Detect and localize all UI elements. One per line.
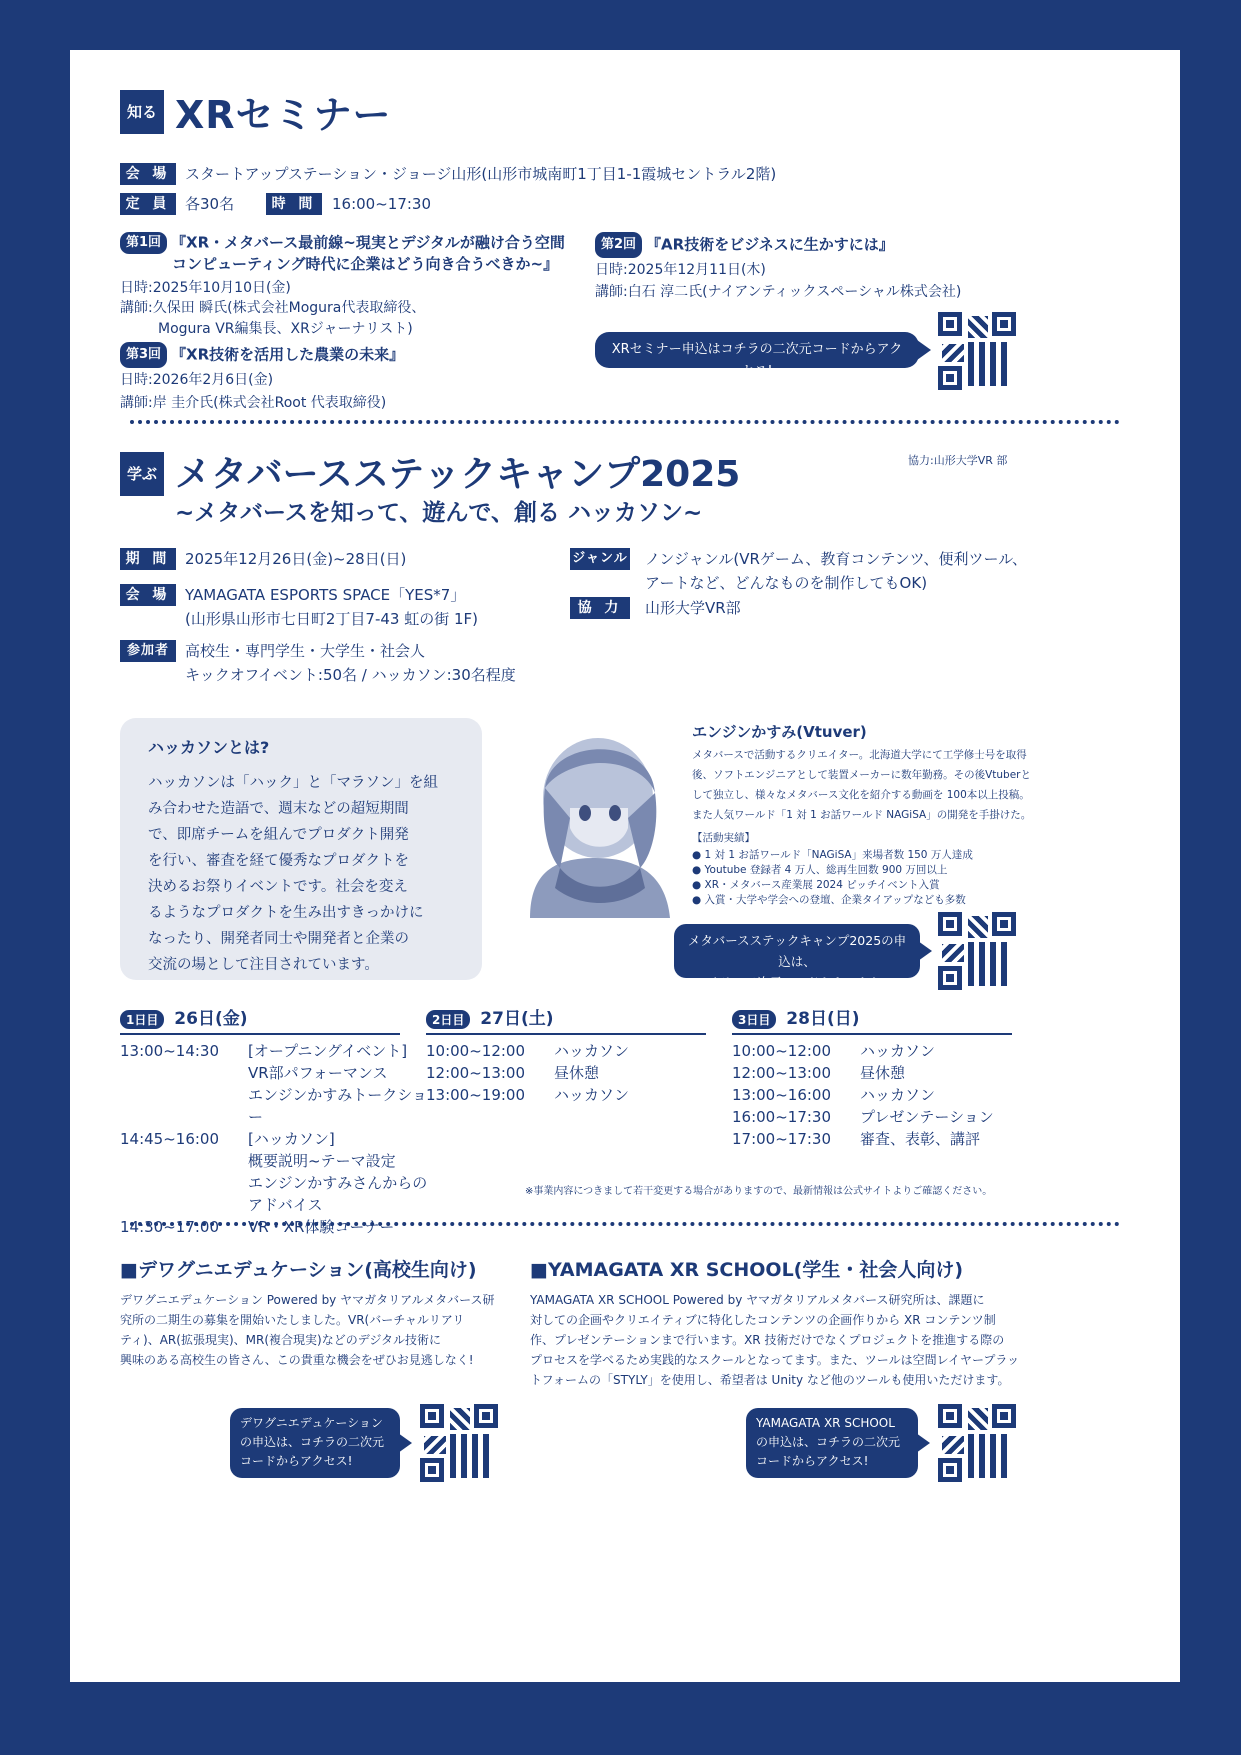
hackathon-box [120, 718, 482, 980]
schedule-time: 10:00~12:00 [426, 1042, 526, 1060]
hackathon-heading: ハッカソンとは? [148, 738, 270, 757]
hackathon-line: で、即席チームを組んでプロダクト開発 [148, 827, 409, 843]
seminar-time: 16:00~17:30 [332, 195, 432, 213]
seminar-2-speaker: 講師:白石 淳二氏(ナイアンティックスペーシャル株式会社) [595, 284, 962, 300]
seminar-apply-callout: XRセミナー申込はコチラの二次元コードからアクセス! [595, 332, 919, 368]
schedule-time: 16:00~17:30 [732, 1108, 832, 1126]
school1-title: ■デワグニエデュケーション(高校生向け) [120, 1259, 477, 1281]
hackathon-line: 決めるお祭りイベントです。社会を変え [148, 879, 408, 895]
hackathon-line: 交流の場として注目されています。 [148, 957, 379, 973]
schedule-event: 審査、表彰、講評 [860, 1130, 981, 1148]
day2-heading: 2日目 27日(土) [426, 1004, 706, 1035]
vtuber-bio [692, 745, 1031, 825]
school1-line: 究所の二期生の募集を開始いたしました。VR(バーチャルリアリ [120, 1313, 465, 1327]
school2-line: YAMAGATA XR SCHOOL Powered by ヤマガタリアルメタバース研究所は、課題に [530, 1293, 985, 1307]
schedule-time [120, 1150, 248, 1172]
vtuber-bio-line: して独立し、様々なメタバース文化を紹介する動画を 100本以上投稿。 [692, 789, 1030, 801]
school2-line: プロセスを学べるため実践的なスクールとなってます。また、ツールは空間レイヤープラッ [530, 1353, 1020, 1367]
camp-participants: 高校生・専門学生・大学生・社会人 キックオフイベント:50名 / ハッカソン:30名程度 [185, 642, 516, 684]
seminar-3-badge: 第3回 [120, 342, 167, 368]
vtuber-achievement: ● Youtube 登録者 4 万人、総再生回数 900 万回以上 [692, 864, 948, 876]
schedule-event: [オープニングイベント] [248, 1042, 408, 1060]
schedule-event: VR部パフォーマンス [248, 1064, 388, 1082]
camp-cooperation-note: 協力:山形大学VR 部 [908, 454, 1008, 467]
seminar-3-speaker: 講師:岸 圭介氏(株式会社Root 代表取締役) [120, 395, 387, 411]
schedule-row [120, 1172, 430, 1194]
hackathon-line: るようなプロダクトを生み出すきっかけに [148, 905, 424, 921]
schedule-event: 概要説明~テーマ設定 [248, 1152, 396, 1170]
seminar-3-date: 日時:2026年2月6日(金) [120, 372, 274, 388]
vtuber-bio-line: 後、ソフトエンジニアとして装置メーカーに数年勤務。その後Vtuberと [692, 769, 1032, 781]
day1-heading: 1日目 26日(金) [120, 1004, 400, 1035]
schedule-row [120, 1084, 430, 1128]
school2-line: 対しての企画やクリエイティブに特化したコンテンツの企画作りから XR コンテンツ制 [530, 1313, 996, 1327]
divider-1 [130, 420, 1120, 424]
day1-schedule [120, 1040, 430, 1238]
seminar-1-speaker: 講師:久保田 瞬氏(株式会社Mogura代表取締役、 Mogura VR編集長、XRジャーナリスト) [120, 300, 426, 337]
genre-label: ジャンル [570, 548, 630, 570]
school1-line: デワグニエデュケーション Powered by ヤマガタリアルメタバース研 [120, 1293, 495, 1307]
school2-line: 作、プレゼンテーションまで行います。XR 技術だけでなくプロジェクトを推進する際の [530, 1333, 1005, 1347]
day3-schedule [732, 1040, 1012, 1150]
school2-title: ■YAMAGATA XR SCHOOL(学生・社会人向け) [530, 1259, 964, 1281]
hackathon-line: を行い、審査を経て優秀なプロダクトを [148, 853, 409, 869]
vtuber-achievement: ● XR・メタバース産業展 2024 ピッチイベント入賞 [692, 879, 940, 891]
hackathon-line: なったり、開発者同士や開発者と企業の [148, 931, 409, 947]
seminar-tag: 知る [120, 90, 164, 134]
seminar-venue: スタートアップステーション・ジョージ山形(山形市城南町1丁目1-1霞城セントラル2階) [185, 165, 777, 183]
camp-apply-callout: メタバースステックキャンプ2025の申込は、 コチラの二次元コードからアクセス! [674, 924, 920, 978]
schedule-event: エンジンかすみトークショー [248, 1086, 427, 1126]
day1-badge: 1日目 [120, 1010, 164, 1029]
callout-line: YAMAGATA XR SCHOOL [756, 1416, 895, 1430]
schedule-time: 14:30~17:00 [120, 1218, 220, 1236]
schedule-time: 12:00~13:00 [732, 1064, 832, 1082]
day3-badge: 3日目 [732, 1010, 776, 1029]
schedule-row [120, 1194, 430, 1216]
schedule-row [120, 1150, 430, 1172]
school1-line: ティ)、AR(拡張現実)、MR(複合現実)などのデジタル技術に [120, 1333, 441, 1347]
callout-line: デワグニエデュケーション [240, 1416, 383, 1430]
capacity-label: 定 員 [120, 193, 176, 215]
schedule-row [732, 1106, 1012, 1128]
schedule-event: エンジンかすみさんからの [248, 1174, 428, 1192]
schedule-event: プレゼンテーション [860, 1108, 994, 1126]
schedule-time: 10:00~12:00 [732, 1042, 832, 1060]
hackathon-line: ハッカソンは「ハック」と「マラソン」を組 [148, 775, 438, 791]
schedule-row [120, 1216, 430, 1238]
cooperation-label: 協 力 [570, 597, 630, 619]
vtuber-achievement: ● 1 対 1 お話ワールド「NAGiSA」来場者数 150 万人達成 [692, 849, 973, 861]
schedule-time: 13:00~19:00 [426, 1086, 526, 1104]
callout-line: の申込は、コチラの二次元 [240, 1435, 385, 1449]
school2-qr-code[interactable] [938, 1404, 1016, 1482]
day2-badge: 2日目 [426, 1010, 470, 1029]
schedule-row [120, 1062, 430, 1084]
schedule-event: ハッカソン [860, 1086, 936, 1104]
hackathon-text [148, 770, 454, 978]
camp-genre: ノンジャンル(VRゲーム、教育コンテンツ、便利ツール、 アートなど、どんなものを制作してもOK) [645, 550, 1028, 592]
school1-line: 興味のある高校生の皆さん、この貴重な機会をぜひお見逃しなく! [120, 1353, 474, 1367]
vtuber-achievements-label: 【活動実績】 [692, 832, 755, 844]
schedule-row [426, 1062, 706, 1084]
time-label: 時 間 [266, 193, 322, 215]
camp-note: ※事業内容につきまして若干変更する場合がありますので、最新情報は公式サイトよりご確認ください。 [525, 1186, 993, 1197]
camp-period: 2025年12月26日(金)~28日(日) [185, 550, 407, 568]
schedule-row [426, 1084, 706, 1106]
camp-subtitle: ~メタバースを知って、遊んで、創る ハッカソン~ [175, 500, 703, 526]
day3-heading: 3日目 28日(日) [732, 1004, 1012, 1035]
schedule-row [732, 1084, 1012, 1106]
schedule-event: [ハッカソン] [248, 1130, 335, 1148]
seminar-capacity: 各30名 [185, 195, 235, 213]
schedule-time [120, 1194, 248, 1216]
school2-apply-callout [746, 1408, 918, 1478]
school1-text [120, 1290, 495, 1370]
school2-line: トフォームの「STYLY」を使用し、希望者は Unity など他のツールも使用いただけます。 [530, 1373, 1010, 1387]
vtuber-illustration [500, 718, 690, 918]
vtuber-bio-line: また人気ワールド「1 対 1 お話ワールド NAGiSA」の開発を手掛けた。 [692, 809, 1032, 821]
vtuber-name: エンジンかすみ(Vtuver) [692, 723, 867, 741]
school1-qr-code[interactable] [420, 1404, 498, 1482]
school1-apply-callout [230, 1408, 400, 1478]
schedule-time: 13:00~14:30 [120, 1042, 220, 1060]
schedule-event: ハッカソン [860, 1042, 936, 1060]
camp-title: メタバースステックキャンプ2025 [175, 454, 741, 495]
venue-label: 会 場 [120, 163, 176, 185]
schedule-time [120, 1062, 248, 1084]
camp-venue: YAMAGATA ESPORTS SPACE「YES*7」 (山形県山形市七日町2丁目7-43 虹の街 1F) [185, 586, 478, 628]
camp-qr-code[interactable] [938, 912, 1016, 990]
schedule-event: ハッカソン [554, 1086, 630, 1104]
schedule-event: 昼休憩 [554, 1064, 600, 1082]
day2-schedule [426, 1040, 706, 1106]
camp-venue-label: 会 場 [120, 584, 176, 606]
seminar-title: XRセミナー [175, 93, 392, 137]
schedule-time: 13:00~16:00 [732, 1086, 832, 1104]
callout-line: コードからアクセス! [756, 1454, 869, 1468]
schedule-row [120, 1128, 430, 1150]
camp-tag: 学ぶ [120, 452, 164, 496]
seminar-2-title: 第2回 『AR技術をビジネスに生かすには』 [595, 232, 894, 258]
schedule-row [426, 1040, 706, 1062]
hackathon-line: み合わせた造語で、週末などの超短期間 [148, 801, 409, 817]
callout-line: の申込は、コチラの二次元 [756, 1435, 901, 1449]
schedule-event: ハッカソン [554, 1042, 630, 1060]
schedule-row [732, 1128, 1012, 1150]
schedule-time: 12:00~13:00 [426, 1064, 526, 1082]
participants-label: 参加者 [120, 640, 176, 662]
seminar-2-badge: 第2回 [595, 232, 642, 258]
seminar-2-date: 日時:2025年12月11日(木) [595, 262, 766, 278]
schedule-row [120, 1040, 430, 1062]
schedule-event: VR・XR体験コーナー [248, 1218, 395, 1236]
schedule-time: 14:45~16:00 [120, 1130, 220, 1148]
seminar-1-title: 第1回 『XR・メタバース最前線~現実とデジタルが融け合う空間 コンピューティング時代に企業はどう向き合うべきか~』 [120, 232, 565, 274]
flyer-page [70, 50, 1180, 1682]
seminar-1-badge: 第1回 [120, 232, 167, 254]
schedule-event: 昼休憩 [860, 1064, 906, 1082]
schedule-time [120, 1172, 248, 1194]
seminar-qr-code[interactable] [938, 312, 1016, 390]
schedule-event: アドバイス [248, 1196, 323, 1214]
callout-line: コードからアクセス! [240, 1454, 353, 1468]
vtuber-achievements [692, 848, 973, 908]
vtuber-bio-line: メタバースで活動するクリエイター。北海道大学にて工学修士号を取得 [692, 749, 1027, 761]
schedule-time: 17:00~17:30 [732, 1130, 832, 1148]
schedule-row [732, 1040, 1012, 1062]
period-label: 期 間 [120, 548, 176, 570]
divider-2 [130, 1222, 1120, 1226]
schedule-row [732, 1062, 1012, 1084]
camp-cooperation: 山形大学VR部 [645, 599, 741, 617]
seminar-3-title: 第3回 『XR技術を活用した農業の未来』 [120, 342, 404, 368]
seminar-1-date: 日時:2025年10月10日(金) [120, 280, 291, 296]
schedule-time [120, 1084, 248, 1128]
vtuber-achievement: ● 入賞・大学や学会への登壇、企業タイアップなども多数 [692, 894, 966, 906]
school2-text [530, 1290, 1019, 1390]
